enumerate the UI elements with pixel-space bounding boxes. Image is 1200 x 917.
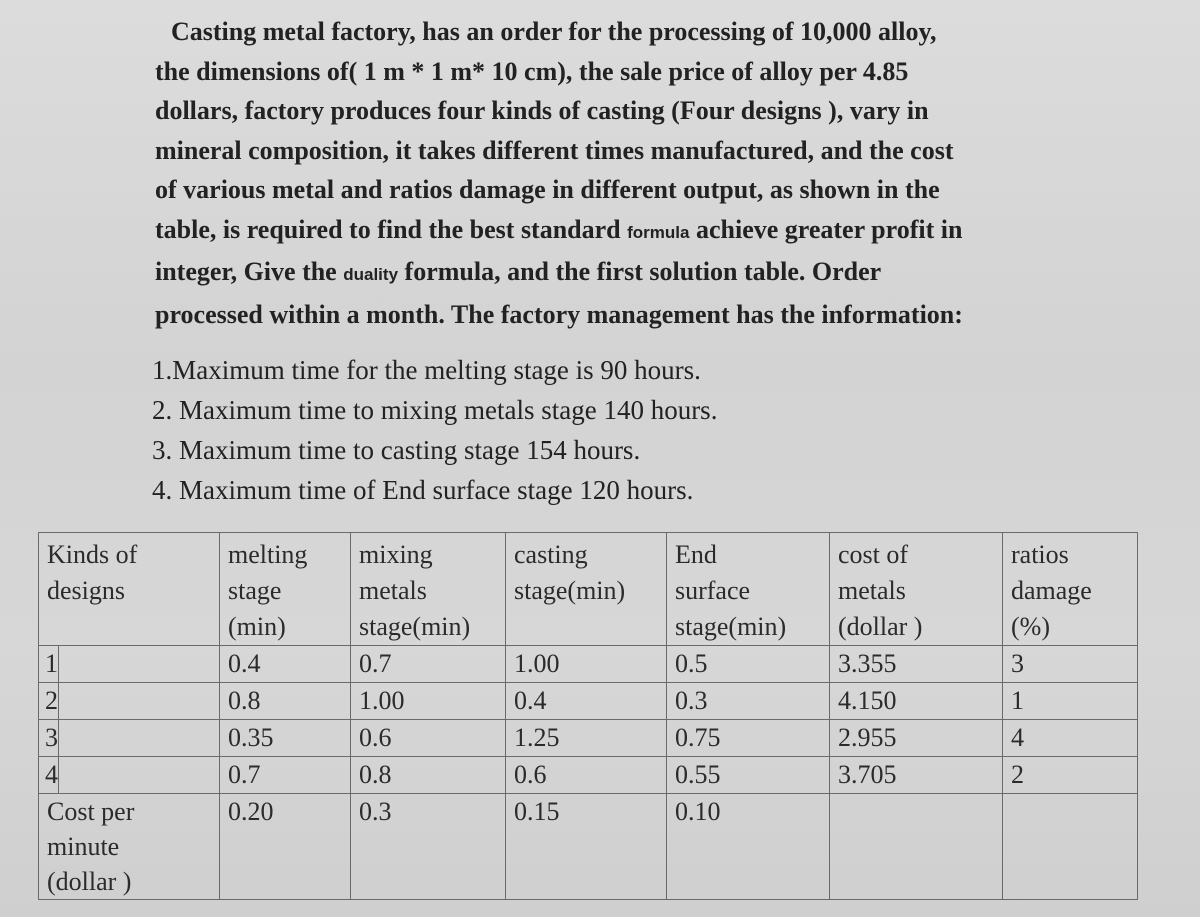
header-line: (dollar ): [838, 612, 923, 641]
problem-line-5: of various metal and ratios damage in different output, as shown in the: [155, 175, 940, 204]
header-ratios-damage: [1003, 533, 1138, 646]
table-row: [39, 720, 1138, 757]
melting-cell: 0.8: [220, 683, 351, 720]
problem-line-6-b: achieve greater profit in: [689, 214, 963, 244]
table-footer-row: [39, 794, 1138, 900]
header-line: damage: [1011, 576, 1092, 605]
melting-cost-per-minute: 0.20: [220, 794, 351, 900]
cost-cell: 3.705: [830, 757, 1003, 794]
design-number: 4: [39, 757, 59, 794]
header-mixing: [351, 533, 506, 646]
design-spacer: [59, 683, 220, 720]
header-line: surface: [675, 576, 751, 605]
problem-line-7-small: duality: [343, 265, 399, 284]
cost-cell: 3.355: [830, 646, 1003, 683]
constraint-item: 1.Maximum time for the melting stage is 90 hours.: [152, 355, 701, 385]
header-line: melting: [228, 540, 308, 569]
melting-cell: 0.35: [220, 720, 351, 757]
constraints-list: [152, 350, 717, 510]
melting-cell: 0.7: [220, 757, 351, 794]
end-surface-cost-per-minute: 0.10: [667, 794, 830, 900]
design-number: 2: [39, 683, 59, 720]
problem-line-3: dollars, factory produces four kinds of casting (Four designs ), vary in: [155, 96, 929, 125]
casting-cell: 1.25: [506, 720, 667, 757]
casting-cell: 0.4: [506, 683, 667, 720]
header-line: End: [675, 540, 717, 569]
design-spacer: [59, 646, 220, 683]
design-number: 3: [39, 720, 59, 757]
header-line: casting: [514, 540, 588, 569]
problem-line-4: mineral composition, it takes different times manufactured, and the cost: [155, 135, 954, 165]
header-melting: [220, 533, 351, 646]
header-line: cost of: [838, 540, 909, 569]
header-line: stage(min): [675, 612, 787, 641]
problem-line-8: processed within a month. The factory management has the information:: [155, 299, 963, 329]
footer-label-line: (dollar ): [47, 867, 132, 896]
header-line: Kinds of: [47, 540, 138, 569]
problem-line-1: Casting metal factory, has an order for the processing of 10,000 alloy,: [171, 17, 937, 46]
cost-cell: 2.955: [830, 720, 1003, 757]
damage-cell: 1: [1003, 683, 1138, 720]
damage-cell: 2: [1003, 757, 1138, 794]
header-line: designs: [47, 576, 125, 605]
table-row: [39, 683, 1138, 720]
problem-line-6-small: formula: [627, 222, 690, 242]
header-line: (%): [1011, 612, 1050, 641]
header-line: stage: [228, 576, 282, 605]
table-row: [39, 646, 1138, 683]
mixing-cost-per-minute: 0.3: [351, 794, 506, 900]
footer-label-line: minute: [47, 832, 120, 861]
problem-line-6-a: table, is required to find the best standard: [155, 214, 628, 244]
design-spacer: [59, 757, 220, 794]
end-surface-cell: 0.55: [667, 757, 830, 794]
problem-statement: [155, 12, 1035, 334]
problem-line-7: [155, 252, 1035, 295]
casting-cell: 1.00: [506, 646, 667, 683]
header-line: metals: [359, 576, 427, 605]
mixing-cell: 0.7: [351, 646, 506, 683]
header-line: ratios: [1011, 540, 1069, 569]
mixing-cell: 0.8: [351, 757, 506, 794]
constraint-item: 4. Maximum time of End surface stage 120 hours.: [152, 475, 694, 505]
header-line: (min): [228, 612, 286, 641]
design-spacer: [59, 720, 220, 757]
problem-line-7-b: formula, and the first solution table. Order: [398, 257, 882, 286]
design-number: 1: [39, 646, 59, 683]
mixing-cell: 1.00: [351, 683, 506, 720]
header-line: mixing: [359, 540, 433, 569]
designs-table: [38, 532, 1138, 900]
header-line: metals: [838, 576, 906, 605]
header-line: stage(min): [514, 576, 626, 605]
problem-line-6: [155, 210, 1035, 253]
cost-cell: 4.150: [830, 683, 1003, 720]
end-surface-cell: 0.5: [667, 646, 830, 683]
melting-cell: 0.4: [220, 646, 351, 683]
problem-line-7-a: integer, Give the: [155, 257, 344, 286]
empty-cell: [830, 794, 1003, 900]
constraint-item: 2. Maximum time to mixing metals stage 140 hours.: [152, 395, 718, 425]
end-surface-cell: 0.3: [667, 683, 830, 720]
end-surface-cell: 0.75: [667, 720, 830, 757]
header-line: stage(min): [359, 612, 471, 641]
cost-per-minute-label: [39, 794, 220, 900]
footer-label-line: Cost per: [47, 797, 135, 826]
header-end-surface: [667, 533, 830, 646]
damage-cell: 3: [1003, 646, 1138, 683]
table-row: [39, 757, 1138, 794]
header-cost-of-metals: [830, 533, 1003, 646]
damage-cell: 4: [1003, 720, 1138, 757]
casting-cost-per-minute: 0.15: [506, 794, 667, 900]
constraint-item: 3. Maximum time to casting stage 154 hours.: [152, 435, 641, 465]
empty-cell: [1003, 794, 1138, 900]
header-kinds-of-designs: [39, 533, 220, 646]
mixing-cell: 0.6: [351, 720, 506, 757]
problem-line-2: the dimensions of( 1 m * 1 m* 10 cm), the sale price of alloy per 4.85: [155, 56, 909, 86]
casting-cell: 0.6: [506, 757, 667, 794]
table-header-row: [39, 533, 1138, 646]
header-casting: [506, 533, 667, 646]
